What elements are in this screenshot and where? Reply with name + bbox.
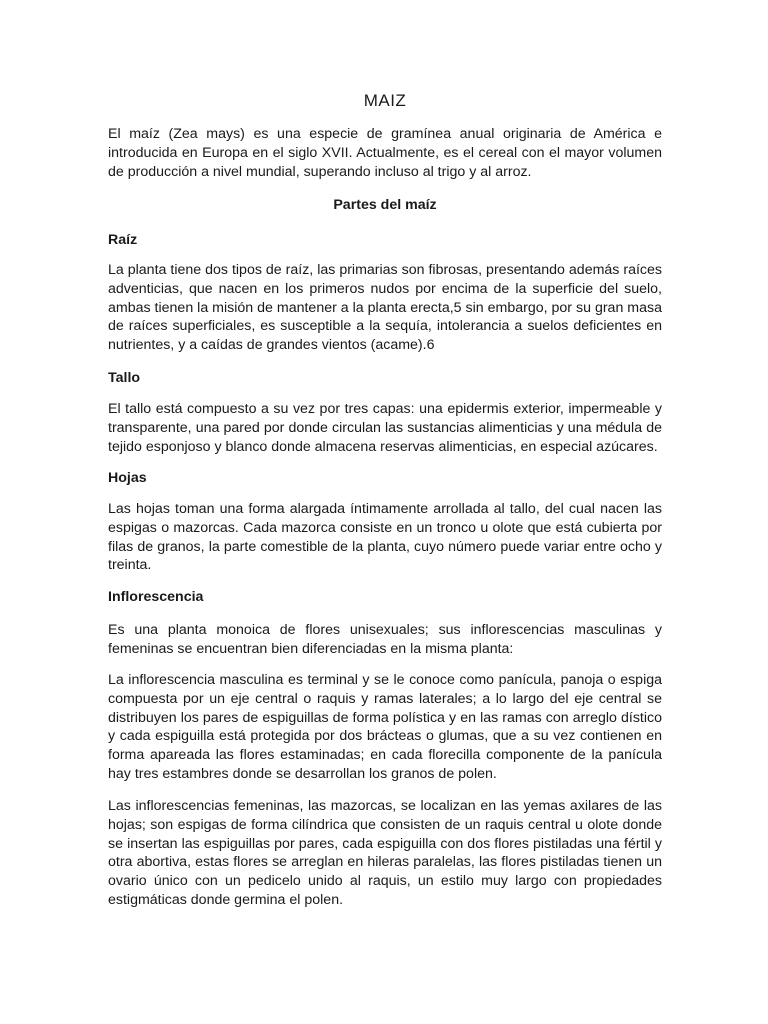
paragraph-inflorescencia-intro: Es una planta monoica de flores unisexuales; sus inflorescencias masculinas y femeninas se encuentran bien diferenciadas en la misma planta:: [108, 622, 662, 657]
heading-raiz: Raíz: [108, 232, 138, 248]
document-title: MAIZ: [363, 91, 407, 110]
heading-tallo: Tallo: [108, 370, 141, 386]
paragraph-inflorescencia-femenina: Las inflorescencias femeninas, las mazorcas, se localizan en las yemas axilares de las hojas; son espigas de forma cilíndrica que consisten de un raquis central u olote donde se insertan las espiguillas por pares, cada espiguilla con dos flores pistiladas una fértil y otra abortiva, estas flores se arreglan en hileras paralelas, las flores pistiladas tienen un ovario único con un pedicelo unido al raquis, un estilo muy largo con propiedades estigmáticas donde germina el polen.: [108, 798, 662, 908]
paragraph-inflorescencia-masculina: La inflorescencia masculina es terminal y se le conoce como panícula, panoja o espiga compuesta por un eje central o raquis y ramas laterales; a lo largo del eje central se distribuyen los pares de espiguillas de forma polística y en las ramas con arreglo dístico y cada espiguilla está protegida por dos brácteas o glumas, que a su vez contienen en forma apareada las flores estaminadas; en cada florecilla componente de la panícula hay tres estambres donde se desarrollan los granos de polen.: [108, 672, 662, 782]
paragraph-raiz: La planta tiene dos tipos de raíz, las primarias son fibrosas, presentando además raíces adventicias, que nacen en los primeros nudos por encima de la superficie del suelo, ambas tienen la misión de mantener a la planta erecta,5 sin embargo, por su gran masa de raíces superficiales, es susceptible a la sequía, intolerancia a suelos deficientes en nutrientes, y a caídas de grandes vientos (acame).6: [108, 262, 662, 354]
paragraph-hojas: Las hojas toman una forma alargada íntimamente arrollada al tallo, del cual nacen las espigas o mazorcas. Cada mazorca consiste en un tronco u olote que está cubierta por filas de granos, la parte comestible de la planta, cuyo número puede variar entre ocho y treinta.: [108, 501, 662, 574]
heading-hojas: Hojas: [108, 470, 147, 486]
paragraph-tallo: El tallo está compuesto a su vez por tres capas: una epidermis exterior, impermeable y transparente, una pared por donde circulan las sustancias alimenticias y una médula de tejido esponjoso y blanco donde almacena reservas alimenticias, en especial azúcares.: [108, 401, 662, 455]
intro-paragraph: El maíz (Zea mays) es una especie de gramínea anual originaria de América e introducida en Europa en el siglo XVII. Actualmente, es el cereal con el mayor volumen de producción a nivel mundial, superando incluso al trigo y al arroz.: [108, 126, 662, 180]
heading-inflorescencia: Inflorescencia: [108, 589, 204, 605]
section-subtitle: Partes del maíz: [333, 197, 437, 213]
